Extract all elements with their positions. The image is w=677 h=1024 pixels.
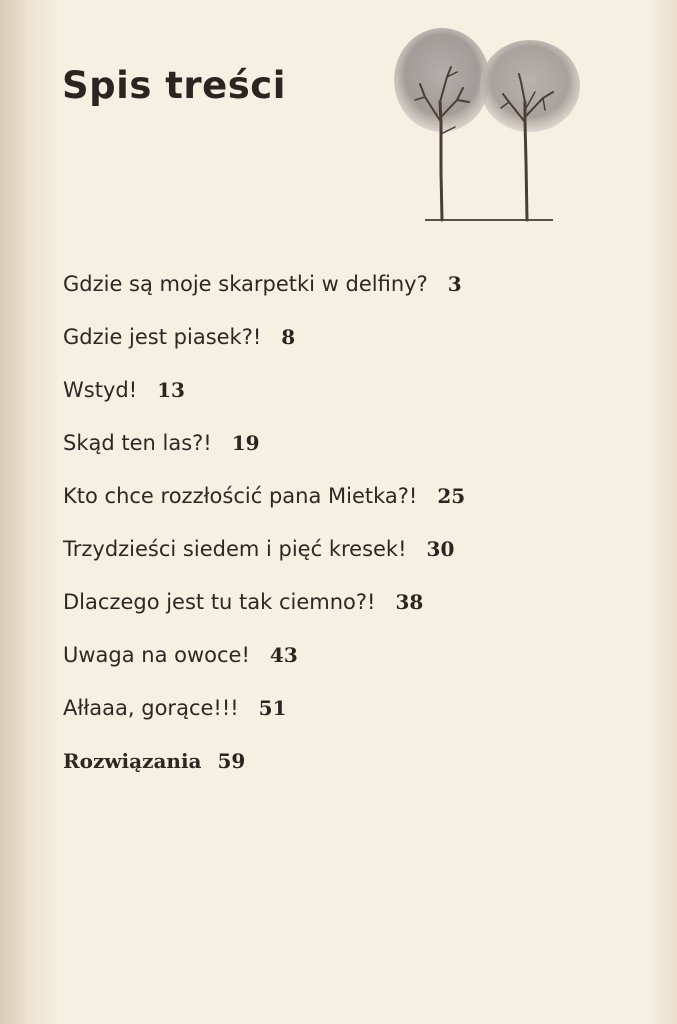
toc-entry-title: Kto chce rozzłościć pana Mietka?! xyxy=(63,484,418,508)
toc-entry-title: Rozwiązania xyxy=(63,749,202,773)
toc-entry-title: Trzydzieści siedem i pięć kresek! xyxy=(63,537,407,561)
toc-entry-solutions xyxy=(63,749,465,802)
page-gutter-shadow xyxy=(0,0,60,1024)
toc-entry-title: Uwaga na owoce! xyxy=(63,643,250,667)
toc-entry-title: Wstyd! xyxy=(63,378,138,402)
toc-entry xyxy=(63,696,465,749)
toc-entry-page: 25 xyxy=(437,484,466,508)
toc-entry-title: Ałłaaa, gorące!!! xyxy=(63,696,239,720)
toc-entry-page: 51 xyxy=(258,696,287,720)
toc-entry xyxy=(63,537,465,590)
toc-entry-page: 13 xyxy=(157,378,185,402)
toc-entry xyxy=(63,325,465,378)
toc-entry-page: 8 xyxy=(281,325,296,349)
toc-entry xyxy=(63,590,465,643)
toc-entry-title: Skąd ten las?! xyxy=(63,431,212,455)
table-of-contents xyxy=(63,272,465,802)
two-trees-icon xyxy=(385,22,590,232)
toc-entry-page: 38 xyxy=(395,590,424,614)
page-title: Spis treści xyxy=(62,64,286,107)
page-edge-shadow xyxy=(647,0,677,1024)
toc-entry xyxy=(63,378,465,431)
toc-entry xyxy=(63,272,465,325)
toc-entry xyxy=(63,431,465,484)
toc-entry-page: 3 xyxy=(447,272,462,296)
toc-entry xyxy=(63,484,465,537)
toc-entry-page: 59 xyxy=(217,749,246,773)
toc-entry-page: 19 xyxy=(231,431,260,455)
toc-entry-title: Gdzie są moje skarpetki w delfiny? xyxy=(63,272,428,296)
right-tree-crown xyxy=(480,40,580,132)
toc-entry-title: Dlaczego jest tu tak ciemno?! xyxy=(63,590,376,614)
toc-entry-page: 30 xyxy=(426,537,455,561)
toc-entry xyxy=(63,643,465,696)
toc-entry-title: Gdzie jest piasek?! xyxy=(63,325,262,349)
toc-entry-page: 43 xyxy=(269,643,298,667)
